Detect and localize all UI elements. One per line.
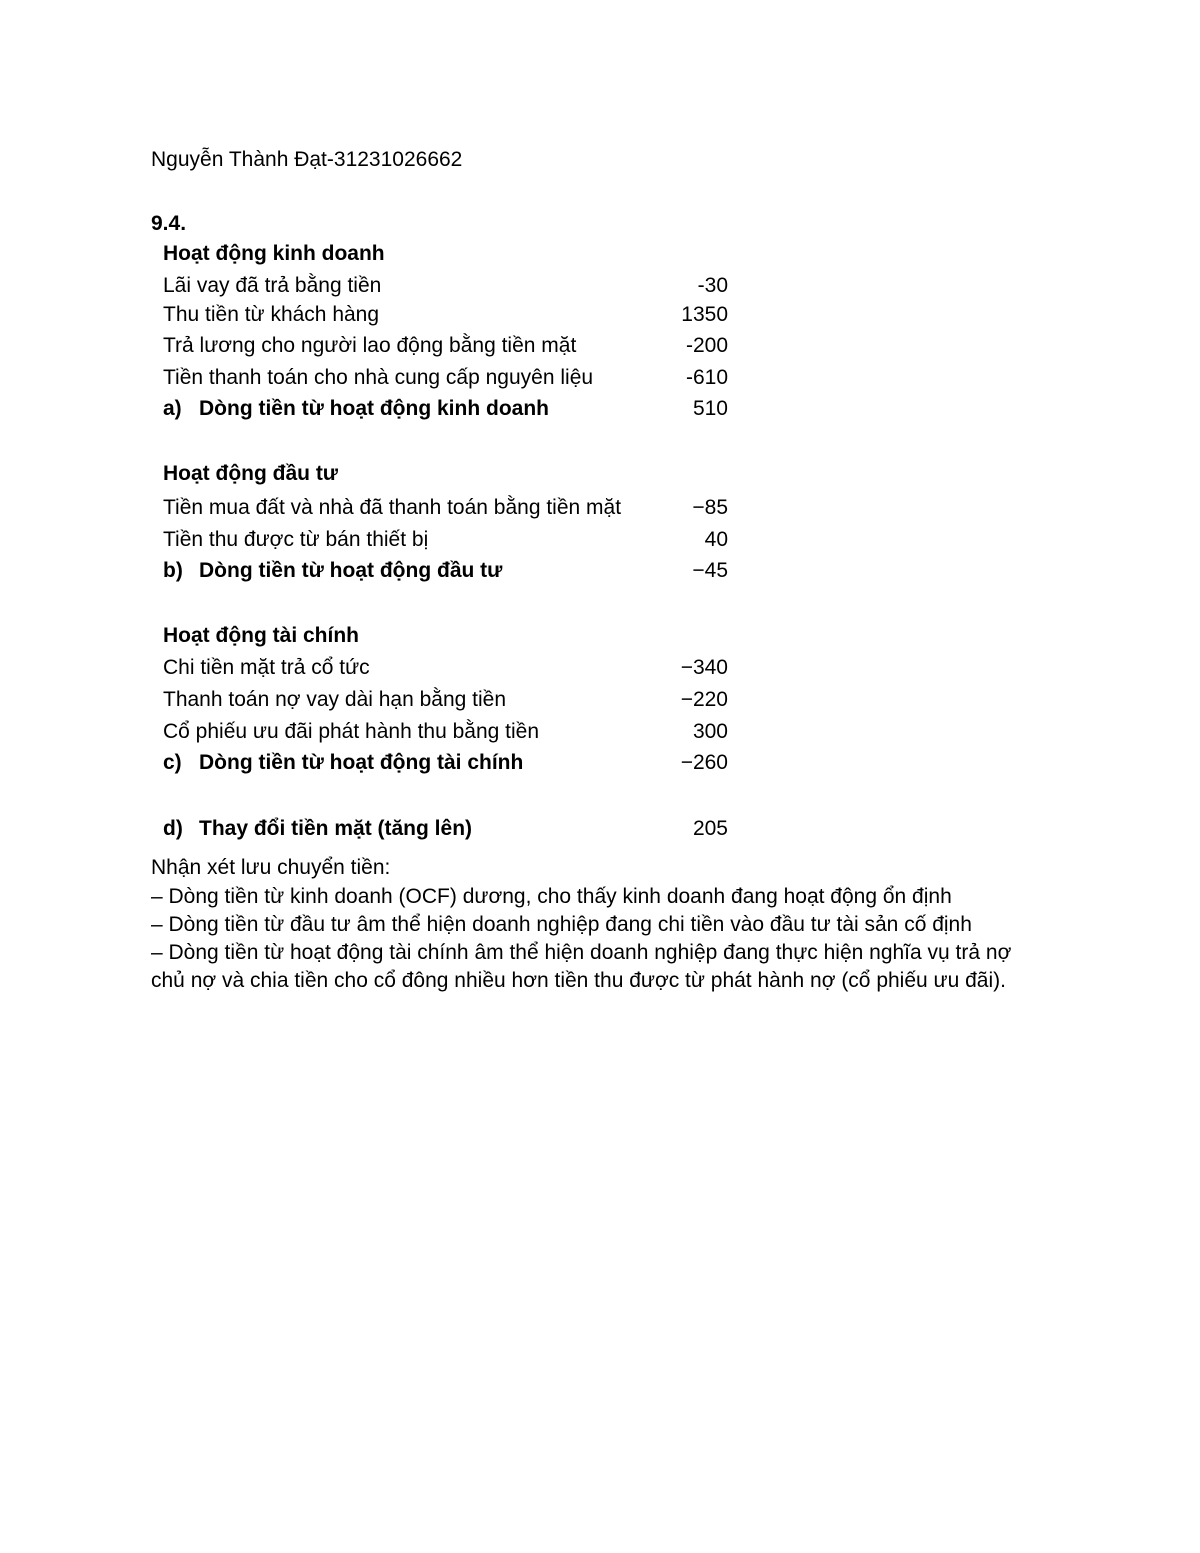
author-line: Nguyễn Thành Đạt-31231026662 xyxy=(151,148,463,171)
investing-total-value: −45 xyxy=(692,559,728,582)
financing-row-label: Cổ phiếu ưu đãi phát hành thu bằng tiền xyxy=(163,720,540,743)
investing-row-label: Tiền mua đất và nhà đã thanh toán bằng tiền mặt xyxy=(163,496,622,519)
operating-heading: Hoạt động kinh doanh xyxy=(163,242,385,265)
investing-row-value: 40 xyxy=(704,528,728,551)
exercise-number: 9.4. xyxy=(151,212,187,235)
financing-row-label: Chi tiền mặt trả cổ tức xyxy=(163,656,370,679)
financing-row-value: 300 xyxy=(692,720,728,743)
operating-total-marker: a) xyxy=(163,397,182,420)
net-change-label: Thay đổi tiền mặt (tăng lên) xyxy=(199,817,473,840)
operating-total-label: Dòng tiền từ hoạt động kinh doanh xyxy=(199,397,549,420)
financing-row-value: −340 xyxy=(680,656,728,679)
operating-row-value: -610 xyxy=(685,366,728,389)
investing-heading: Hoạt động đầu tư xyxy=(163,462,339,485)
financing-total-label: Dòng tiền từ hoạt động tài chính xyxy=(199,751,524,774)
operating-row-label: Trả lương cho người lao động bằng tiền mặt xyxy=(163,334,577,357)
operating-row-label: Thu tiền từ khách hàng xyxy=(163,303,380,326)
net-change-value: 205 xyxy=(692,817,728,840)
operating-row-value: -200 xyxy=(685,334,728,357)
financing-heading: Hoạt động tài chính xyxy=(163,624,359,647)
comment-item: – Dòng tiền từ đầu tư âm thể hiện doanh nghiệp đang chi tiền vào đầu tư tài sản cố định xyxy=(151,913,972,936)
investing-total-marker: b) xyxy=(163,559,183,582)
comment-item: – Dòng tiền từ kinh doanh (OCF) dương, cho thấy kinh doanh đang hoạt động ổn định xyxy=(151,885,952,908)
financing-row-label: Thanh toán nợ vay dài hạn bằng tiền xyxy=(163,688,507,711)
financing-total-marker: c) xyxy=(163,751,182,774)
operating-total-value: 510 xyxy=(692,397,728,420)
financing-total-value: −260 xyxy=(680,751,728,774)
financing-row-value: −220 xyxy=(680,688,728,711)
comment-item: – Dòng tiền từ hoạt động tài chính âm thể hiện doanh nghiệp đang thực hiện nghĩa vụ trả nợ chủ nợ và chia tiền cho cổ đông nhiều hơn tiền thu được từ phát hành nợ (cổ phiếu ưu đãi). xyxy=(151,941,1012,992)
operating-row-value: 1350 xyxy=(681,303,728,326)
investing-total-label: Dòng tiền từ hoạt động đầu tư xyxy=(199,559,503,582)
investing-row-value: −85 xyxy=(692,496,728,519)
operating-row-label: Tiền thanh toán cho nhà cung cấp nguyên liệu xyxy=(163,366,594,389)
investing-row-label: Tiền thu được từ bán thiết bị xyxy=(163,528,429,551)
comments-title: Nhận xét lưu chuyển tiền: xyxy=(151,856,391,879)
net-change-marker: d) xyxy=(163,817,183,840)
operating-row-label: Lãi vay đã trả bằng tiền xyxy=(163,274,382,297)
operating-row-value: -30 xyxy=(697,274,728,297)
